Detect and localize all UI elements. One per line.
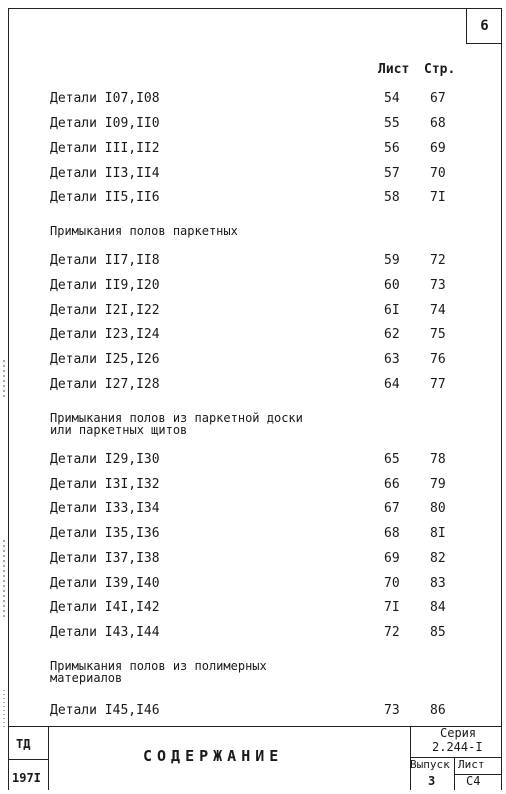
toc-row	[50, 377, 460, 397]
row-sheet: 57	[384, 166, 400, 181]
sheet-label: Лист	[458, 758, 485, 771]
row-label: Детали I35,I36	[50, 526, 160, 541]
toc-row	[50, 600, 460, 620]
row-page: 75	[430, 327, 446, 342]
row-label: Детали I45,I46	[50, 703, 160, 718]
row-page: 68	[430, 116, 446, 131]
row-sheet: 56	[384, 141, 400, 156]
toc-row	[50, 116, 460, 136]
toc-row	[50, 166, 460, 186]
issue-value: 3	[428, 774, 436, 788]
row-label: Детали I43,I44	[50, 625, 160, 640]
row-label: Детали II7,II8	[50, 253, 160, 268]
row-page: 74	[430, 303, 446, 318]
row-label: Детали I29,I30	[50, 452, 160, 467]
row-page: 76	[430, 352, 446, 367]
toc-row	[50, 91, 460, 111]
toc-row	[50, 141, 460, 161]
row-label: Детали I3I,I32	[50, 477, 160, 492]
row-page: 84	[430, 600, 446, 615]
row-sheet: 59	[384, 253, 400, 268]
series-label: Серия	[440, 726, 477, 740]
row-page: 69	[430, 141, 446, 156]
row-label: Детали I4I,I42	[50, 600, 160, 615]
row-sheet: 73	[384, 703, 400, 718]
row-sheet: 65	[384, 452, 400, 467]
toc-row	[50, 501, 460, 521]
column-header-sheet: Лист	[378, 62, 410, 77]
series-value: 2.244-I	[432, 740, 483, 754]
document-title: СОДЕРЖАНИЕ	[143, 747, 284, 765]
row-label: Детали I25,I26	[50, 352, 160, 367]
toc-row	[50, 352, 460, 372]
row-page: 72	[430, 253, 446, 268]
stamp-code: ТД	[16, 737, 31, 751]
row-sheet: 7I	[384, 600, 400, 615]
row-sheet: 67	[384, 501, 400, 516]
row-page: 73	[430, 278, 446, 293]
row-page: 7I	[430, 190, 446, 205]
toc-row	[50, 452, 460, 472]
toc-row	[50, 576, 460, 596]
row-label: Детали II3,II4	[50, 166, 160, 181]
row-sheet: 54	[384, 91, 400, 106]
stamp-year: 197I	[12, 771, 41, 785]
page-number: 6	[466, 8, 502, 44]
row-label: Детали I09,II0	[50, 116, 160, 131]
toc-row	[50, 278, 460, 298]
toc-row	[50, 190, 460, 210]
row-page: 80	[430, 501, 446, 516]
toc-row	[50, 703, 460, 723]
row-label: Детали I33,I34	[50, 501, 160, 516]
toc-row	[50, 253, 460, 273]
row-sheet: 63	[384, 352, 400, 367]
row-page: 77	[430, 377, 446, 392]
row-page: 67	[430, 91, 446, 106]
row-label: Детали III,II2	[50, 141, 160, 156]
row-label: Детали I07,I08	[50, 91, 160, 106]
toc-row	[50, 625, 460, 645]
row-page: 85	[430, 625, 446, 640]
row-label: Детали I2I,I22	[50, 303, 160, 318]
row-page: 70	[430, 166, 446, 181]
row-page: 78	[430, 452, 446, 467]
row-label: Детали I27,I28	[50, 377, 160, 392]
row-sheet: 60	[384, 278, 400, 293]
row-label: Детали II9,I20	[50, 278, 160, 293]
row-label: Детали I39,I40	[50, 576, 160, 591]
row-sheet: 58	[384, 190, 400, 205]
title-block-divider	[8, 759, 48, 760]
toc-row	[50, 327, 460, 347]
row-sheet: 64	[384, 377, 400, 392]
row-sheet: 55	[384, 116, 400, 131]
column-header-page: Стр.	[424, 62, 456, 77]
title-block	[8, 726, 502, 790]
row-page: 8I	[430, 526, 446, 541]
issue-label: Выпуск	[410, 758, 450, 771]
title-block-divider	[48, 727, 49, 790]
toc-row	[50, 477, 460, 497]
section-heading: Примыкания полов паркетных	[50, 224, 238, 238]
binding-margin-marks	[0, 0, 8, 794]
toc-row	[50, 303, 460, 323]
section-heading: Примыкания полов из полимерных материалов	[50, 659, 267, 685]
section-heading: Примыкания полов из паркетной доски или паркетных щитов	[50, 411, 303, 437]
row-sheet: 72	[384, 625, 400, 640]
row-page: 86	[430, 703, 446, 718]
row-sheet: 62	[384, 327, 400, 342]
row-label: Детали II5,II6	[50, 190, 160, 205]
toc-row	[50, 526, 460, 546]
row-sheet: 6I	[384, 303, 400, 318]
row-label: Детали I23,I24	[50, 327, 160, 342]
row-page: 83	[430, 576, 446, 591]
row-sheet: 70	[384, 576, 400, 591]
row-page: 82	[430, 551, 446, 566]
row-sheet: 69	[384, 551, 400, 566]
sheet-value: С4	[466, 774, 481, 788]
row-label: Детали I37,I38	[50, 551, 160, 566]
toc-row	[50, 551, 460, 571]
row-sheet: 66	[384, 477, 400, 492]
row-page: 79	[430, 477, 446, 492]
row-sheet: 68	[384, 526, 400, 541]
